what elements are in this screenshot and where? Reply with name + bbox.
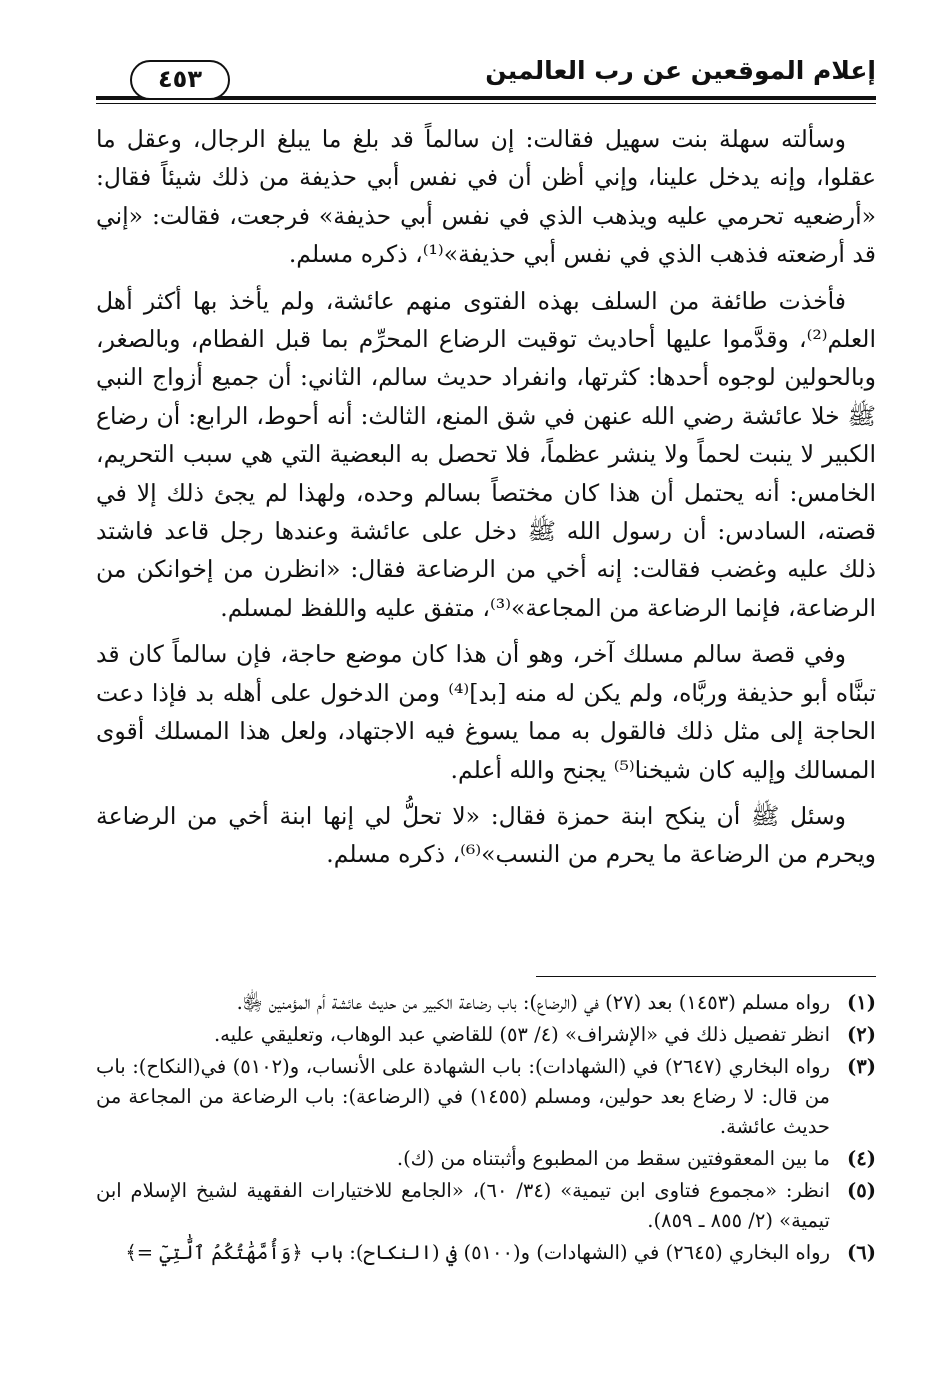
footnote bbox=[96, 988, 876, 1018]
footnotes bbox=[96, 988, 876, 1270]
footnote-number: (٣) bbox=[847, 1055, 876, 1078]
footnote-number: (٦) bbox=[847, 1241, 876, 1264]
paragraph: وفي قصة سالم مسلك آخر، وهو أن هذا كان موضع حاجة، فإن سالماً كان قد تبنَّاه أبو حذيفة وربَّاه، ولم يكن له منه [بد]⁽⁴⁾ ومن الدخول على أهله بد فإذا دعت الحاجة إلى مثل ذلك فالقول به مما يسوغ فيه الاجتهاد، ولعل هذا المسلك أقوى المسالك وإليه كان شيخنا⁽⁵⁾ يجنح والله أعلم. bbox=[96, 640, 876, 784]
header-rule-thin bbox=[96, 103, 876, 104]
footnote-separator bbox=[536, 976, 876, 977]
page-header bbox=[96, 56, 876, 106]
running-title: إعلام الموقعين عن رب العالمين bbox=[485, 56, 876, 85]
page-number: ٤٥٣ bbox=[130, 60, 230, 100]
footnote-text: انظر تفصيل ذلك في «الإشراف» (٤/ ٥٣) للقاضي عبد الوهاب، وتعليقي عليه. bbox=[213, 1023, 830, 1046]
footnote bbox=[96, 1176, 876, 1236]
footnote-text: رواه مسلم (١٤٥٣) بعد (٢٧) في (الرضاع): باب رضاعة الكبير من حديث عائشة أم المؤمنين ﵂. bbox=[236, 991, 830, 1014]
footnote bbox=[96, 1052, 876, 1142]
footnote-text: رواه البخاري (٢٦٤٧) في (الشهادات): باب الشهادة على الأنساب، و(٥١٠٢) في(النكاح): باب من قال: لا رضاع بعد حولين، ومسلم (١٤٥٥) في (الرضاعة): باب الرضاعة من المجاعة من حديث عائشة. bbox=[96, 1055, 831, 1138]
paragraph: فأخذت طائفة من السلف بهذه الفتوى منهم عائشة، ولم يأخذ بها أكثر أهل العلم⁽²⁾، وقدَّموا عليها أحاديث توقيت الرضاع المحرِّم بما قبل الفطام، وبالصغر، وبالحولين لوجوه أحدها: كثرتها، وانفراد حديث سالم، الثاني: أن جميع أزواج النبي ﷺ خلا عائشة رضي الله عنهن في شق المنع، الثالث: أنه أحوط، الرابع: أن رضاع الكبير لا ينبت لحماً ولا ينشر عظماً، فلا تحصل به البعضية التي هي سبب التحريم، الخامس: أنه يحتمل أن هذا كان مختصاً بسالم وحده، ولهذا لم يجئ ذلك إلا في قصته، السادس: أن رسول الله ﷺ دخل على عائشة وعندها رجل قاعد فاشتد ذلك عليه وغضب فقالت: إنه أخي من الرضاعة فقال: «انظرن من إخوانكن من الرضاعة، فإنما الرضاعة من المجاعة»⁽³⁾، متفق عليه واللفظ لمسلم. bbox=[96, 286, 876, 622]
footnote bbox=[96, 1020, 876, 1050]
main-text bbox=[96, 120, 876, 882]
footnote-text: ما بين المعقوفتين سقط من المطبوع وأثبتناه من (ك). bbox=[396, 1147, 830, 1170]
footnote bbox=[96, 1238, 876, 1268]
paragraph: وسألته سهلة بنت سهيل فقالت: إن سالماً قد بلغ ما يبلغ الرجال، وعقل ما عقلوا، وإنه يدخل علينا، وإني أظن أن في نفس أبي حذيفة من ذلك شيئاً فقال: «أرضعيه تحرمي عليه ويذهب الذي في نفس أبي حذيفة» فرجعت، فقالت: «إني قد أرضعته فذهب الذي في نفس أبي حذيفة»⁽¹⁾، ذكره مسلم. bbox=[96, 125, 876, 269]
footnote-text: انظر: «مجموع فتاوى ابن تيمية» (٣٤/ ٦٠)، «الجامع للاختيارات الفقهية لشيخ الإسلام ابن تيمية» (٢/ ٨٥٥ ـ ٨٥٩). bbox=[96, 1179, 830, 1232]
footnote-text: رواه البخاري (٢٦٤٥) في (الشهادات) و(٥١٠٠) في (النكاح): باب ﴿وَأُمَّهَٰتُكُمُ ٱلَّٰتِيٓ =﴾ bbox=[125, 1241, 830, 1264]
footnote-number: (١) bbox=[847, 991, 876, 1014]
footnote-number: (٥) bbox=[847, 1179, 876, 1202]
paragraph: وسئل ﷺ أن ينكح ابنة حمزة فقال: «لا تحلُّ لي إنها ابنة أخي من الرضاعة ويحرم من الرضاعة ما يحرم من النسب»⁽⁶⁾، ذكره مسلم. bbox=[96, 801, 876, 869]
footnote bbox=[96, 1144, 876, 1174]
footnote-number: (٤) bbox=[847, 1147, 876, 1170]
footnote-number: (٢) bbox=[847, 1023, 876, 1046]
